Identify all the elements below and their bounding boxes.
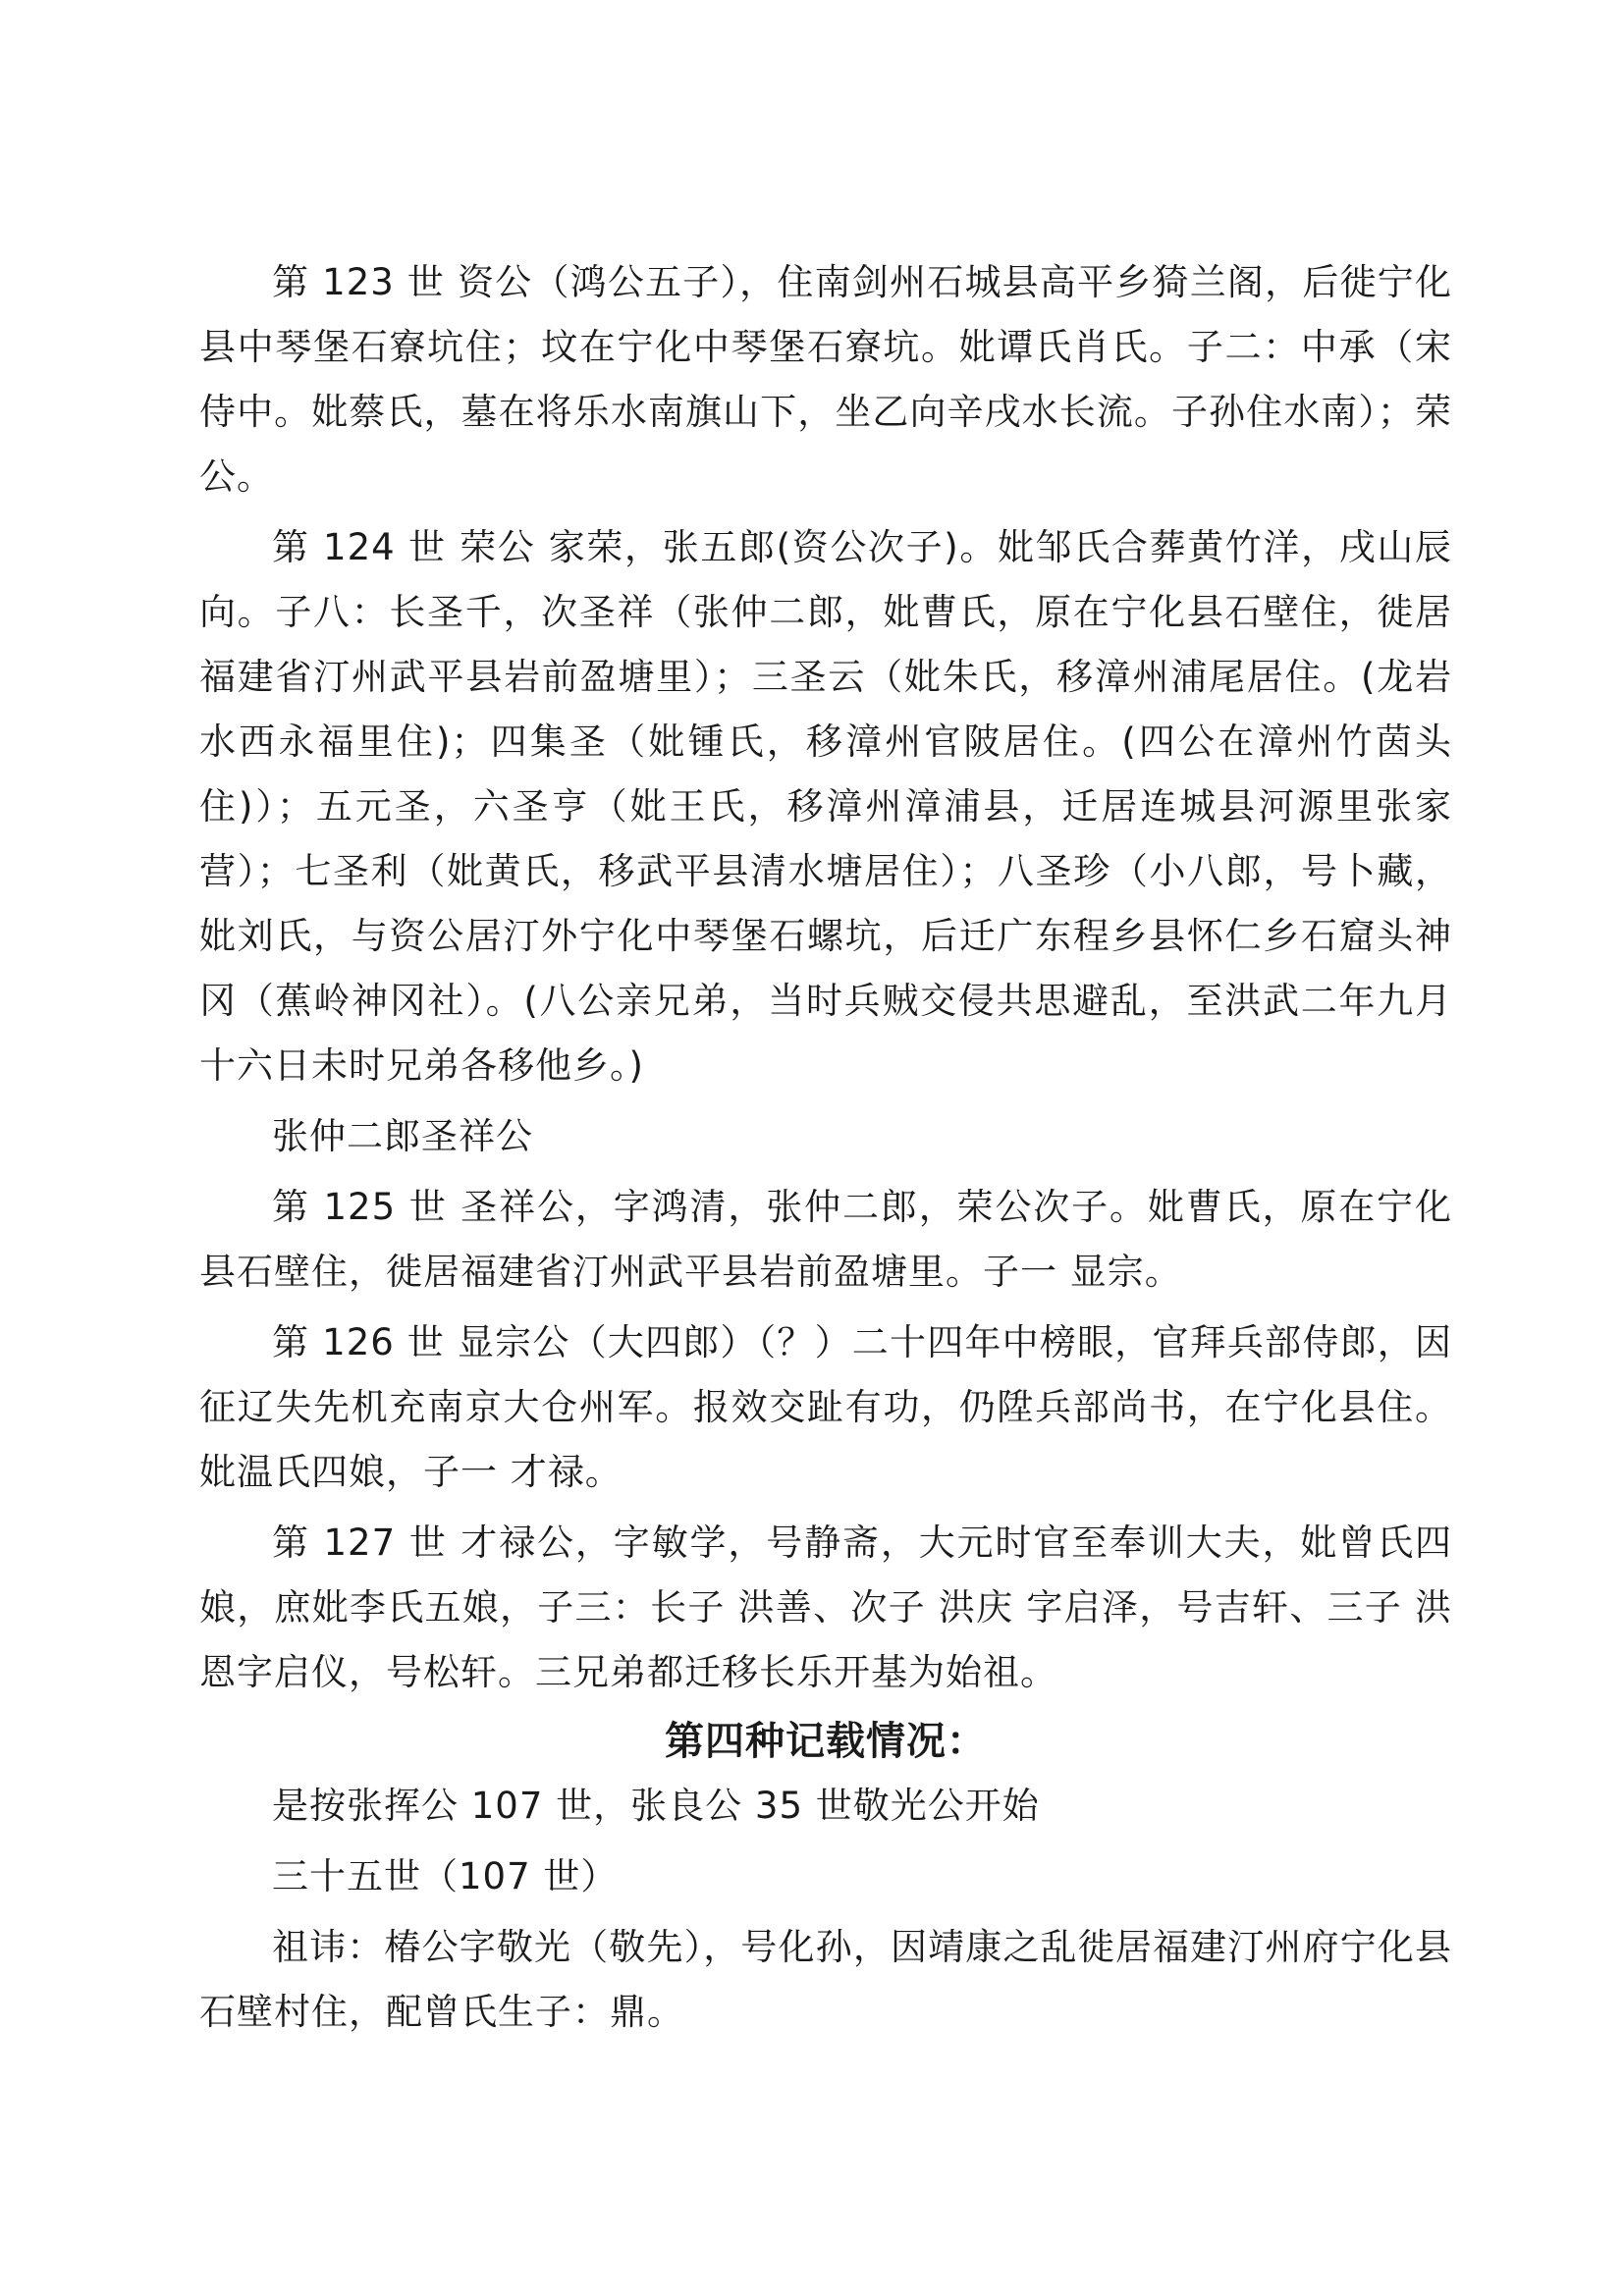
subheading-shengxiang: 张仲二郎圣祥公 [272, 1115, 533, 1157]
section-heading: 第四种记载情况： [665, 1719, 987, 1764]
paragraph-gen-35: 三十五世（107 世） [272, 1855, 619, 1897]
paragraph-gen-126: 第 126 世 显宗公（大四郎）（？）二十四年中榜眼，官拜兵部侍郎，因征辽失先机充南京大仓州军。报效交趾有功，仍陞兵部尚书，在宁化县住。妣温氏四娘，子一 才禄。 [199, 1321, 1452, 1493]
paragraph-gen-125: 第 125 世 圣祥公，字鸿清，张仲二郎，荣公次子。妣曹氏，原在宁化县石壁住，徙居福建省汀州武平县岩前盈塘里。子一 显宗。 [199, 1186, 1452, 1293]
paragraph-intro: 是按张挥公 107 世，张良公 35 世敬光公开始 [272, 1785, 1040, 1827]
paragraph-ancestor: 祖讳：椿公字敬光（敬先），号化孙，因靖康之乱徙居福建汀州府宁化县石壁村住，配曾氏生子：鼎。 [199, 1926, 1452, 2033]
paragraph-gen-124: 第 124 世 荣公 家荣，张五郎(资公次子)。妣邹氏合葬黄竹洋，戌山辰向。子八：长圣千，次圣祥（张仲二郎，妣曹氏，原在宁化县石壁住，徙居福建省汀州武平县岩前盈塘里）；三圣云（妣朱氏，移漳州浦尾居住。(龙岩水西永福里住)；四集圣（妣锺氏，移漳州官陂居住。(四公在漳州竹茵头住)）；五元圣，六圣亨（妣王氏，移漳州漳浦县，迁居连城县河源里张家营）；七圣利（妣黄氏，移武平县清水塘居住）；八圣珍（小八郎，号卜藏，妣刘氏，与资公居汀外宁化中琴堡石螺坑，后迁广东程乡县怀仁乡石窟头神冈（蕉岭神冈社）。(八公亲兄弟，当时兵贼交侵共思避乱，至洪武二年九月十六日未时兄弟各移他乡。) [199, 526, 1452, 1087]
paragraph-gen-127: 第 127 世 才禄公，字敏学，号静斋，大元时官至奉训大夫，妣曾氏四娘，庶妣李氏五娘，子三：长子 洪善、次子 洪庆 字启泽，号吉轩、三子 洪恩字启仪，号松轩。三兄弟都迁移长乐开基为始祖。 [199, 1522, 1452, 1693]
paragraph-gen-123: 第 123 世 资公（鸿公五子），住南剑州石城县高平乡猗兰阁，后徙宁化县中琴堡石寮坑住；坟在宁化中琴堡石寮坑。妣谭氏肖氏。子二：中承（宋侍中。妣蔡氏，墓在将乐水南旗山下，坐乙向辛戌水长流。子孙住水南）；荣公。 [199, 261, 1452, 498]
document-page [199, 250, 1452, 2045]
